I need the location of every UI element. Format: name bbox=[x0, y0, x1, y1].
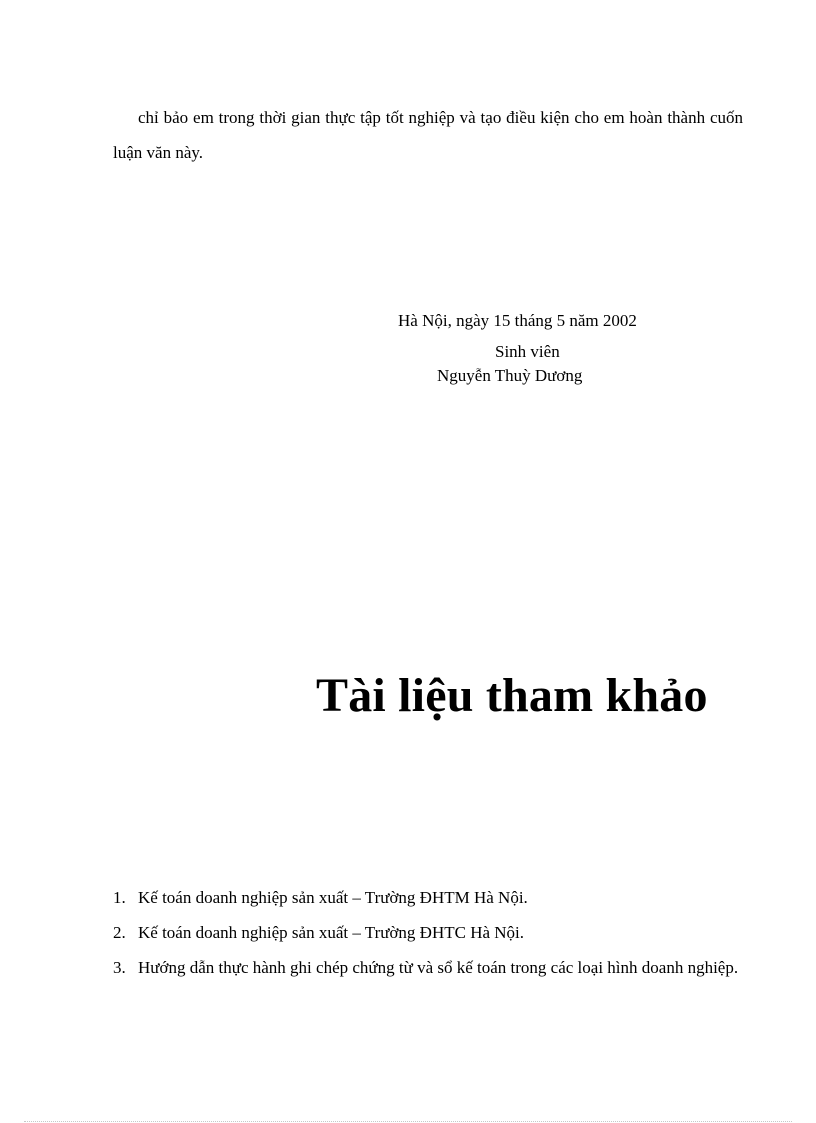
reference-text: Kế toán doanh nghiệp sản xuất – Trường ĐHTM Hà Nội. bbox=[138, 888, 528, 907]
signature-role: Sinh viên bbox=[495, 342, 560, 361]
paragraph-text: chỉ bảo em trong thời gian thực tập tốt nghiệp và tạo điều kiện cho em hoàn thành cuốn luận văn này. bbox=[113, 108, 743, 162]
reference-number: 2. bbox=[113, 923, 126, 942]
reference-item bbox=[113, 950, 753, 985]
reference-number: 3. bbox=[113, 958, 126, 977]
reference-text: Kế toán doanh nghiệp sản xuất – Trường ĐHTC Hà Nội. bbox=[138, 923, 525, 942]
reference-item bbox=[113, 880, 753, 915]
references-list bbox=[113, 880, 753, 985]
page-bottom-divider bbox=[24, 1121, 792, 1122]
signature-name: Nguyễn Thuỳ Dương bbox=[437, 366, 583, 385]
reference-text: Hướng dẫn thực hành ghi chép chứng từ và sổ kế toán trong các loại hình doanh nghiệp. bbox=[138, 958, 739, 977]
reference-item bbox=[113, 915, 753, 950]
body-paragraph bbox=[113, 100, 743, 170]
references-heading: Tài liệu tham khảo bbox=[316, 669, 708, 722]
reference-number: 1. bbox=[113, 888, 126, 907]
signature-date-line: Hà Nội, ngày 15 tháng 5 năm 2002 bbox=[398, 311, 637, 330]
